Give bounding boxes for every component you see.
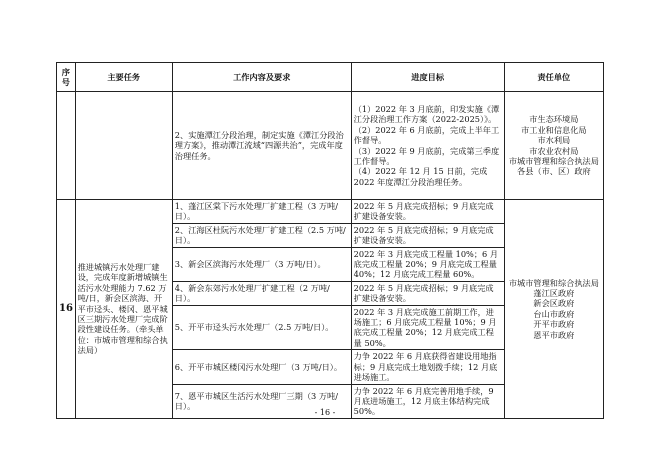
unit-line: 新会区政府 [533, 298, 575, 309]
header-goal: 进度目标 [351, 63, 504, 92]
goal-line: （3）2022 年 9 月底前，完成第三季度工作督导。 [353, 145, 500, 166]
content-cell: 2、实施潭江分段治理，制定实施《潭江分段治理方案》，推动潭江流域“四源共治”，完成年度治理任务。 [172, 92, 351, 200]
task-table [56, 62, 604, 419]
content-cell: 5、开平市迳头污水处理厂（2.5 万吨/日）。 [172, 305, 351, 350]
content-cell: 1、蓬江区棠下污水处理厂扩建工程（3 万吨/日）。 [172, 200, 351, 224]
table-header-row [57, 63, 604, 92]
goal-cell: 2022 年 3 月底完成工程量 10%；6 月底完成工程量 20%；9 月底完成工程量 40%；12 月底完成工程量 60%。 [351, 247, 504, 281]
table-row [57, 92, 604, 200]
goal-cell [351, 92, 504, 200]
unit-line: 恩平市政府 [533, 329, 575, 340]
header-seq: 序号 [57, 63, 76, 92]
header-task: 主要任务 [75, 63, 172, 92]
goal-cell: 力争 2022 年 6 月底完善用地手续，9 月底进场施工，12 月底主体结构完成 50%。 [351, 384, 504, 418]
goal-cell: 2022 年 3 月底完成施工前期工作，进场施工；6 月底完成工程量 10%；9 月底完成工程量 20%；12 月底完成工程量 50%。 [351, 305, 504, 350]
goal-cell: 力争 2022 年 6 月底获得省建设用地指标；9 月底完成土地划拨手续；12 月底进场施工。 [351, 350, 504, 384]
content-cell: 3、新会区滨海污水处理厂（3 万吨/日）。 [172, 247, 351, 281]
unit-line: 市农业农村局 [529, 145, 579, 156]
unit-line: 市城市管理和综合执法局 [508, 155, 599, 166]
unit-cell [504, 200, 603, 419]
unit-line: 蓬江区政府 [533, 288, 575, 299]
content-cell: 2、江海区杜阮污水处理厂扩建工程（2.5 万吨/日）。 [172, 223, 351, 247]
header-unit: 责任单位 [504, 63, 603, 92]
header-content: 工作内容及要求 [172, 63, 351, 92]
goal-line: （2）2022 年 6 月底前，完成上半年工作督导。 [353, 124, 500, 146]
task-cell: 推进城镇污水处理厂建设，完成年度新增城镇生活污水处理能力 7.62 万吨/日，新会区滨海、开平市迳头、楼冈、恩平城区三期污水处理厂完成阶段性建设任务。（牵头单位：市城市管理和综合执法局） [75, 200, 172, 419]
goal-cell: 2022 年 5 月底完成招标；9 月底完成扩建设备安装。 [351, 200, 504, 224]
task-cell [75, 92, 172, 200]
unit-cell [504, 92, 603, 200]
content-cell: 4、新会东郊污水处理厂扩建工程（2 万吨/日）。 [172, 281, 351, 305]
goal-line: （4）2022 年 12 月 15 日前，完成 2022 年度潭江分段治理任务。 [353, 166, 488, 187]
content-cell: 6、开平市城区楼冈污水处理厂（3 万吨/日）。 [172, 350, 351, 384]
seq-cell: 16 [57, 200, 76, 419]
unit-line: 市水利局 [537, 135, 571, 146]
unit-line: 各县（市、区）政府 [517, 166, 591, 177]
goal-line: （1）2022 年 3 月底前，印发实施《潭江分段治理工作方案（2022-2025）》。 [353, 103, 500, 125]
page-number: - 16 - [314, 408, 336, 417]
unit-line: 市工业和信息化局 [521, 124, 587, 135]
seq-cell [57, 92, 76, 200]
table-row [57, 200, 604, 224]
unit-line: 台山市政府 [533, 308, 575, 319]
goal-cell: 2022 年 5 月底完成招标；9 月底完成扩建设备安装。 [351, 281, 504, 305]
content-cell: 7、恩平市城区生活污水处理厂三期（3 万吨/日）。 [172, 384, 351, 418]
unit-line: 市城市管理和综合执法局 [508, 277, 599, 288]
unit-line: 市生态环境局 [529, 114, 579, 125]
goal-cell: 2022 年 5 月底完成招标；9 月底完成扩建设备安装。 [351, 223, 504, 247]
unit-line: 开平市政府 [533, 319, 575, 330]
